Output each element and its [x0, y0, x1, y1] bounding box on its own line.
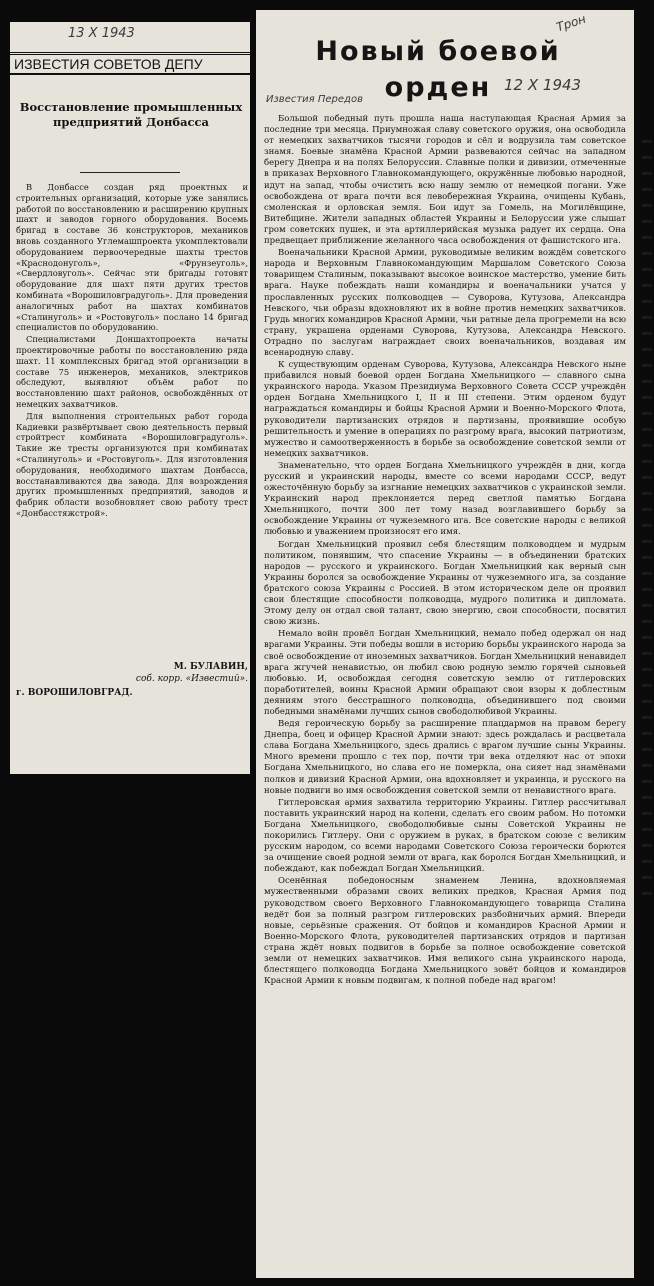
- paragraph: Богдан Хмельницкий проявил себя блестящим полководцем и мудрым политиком, понявшим, что спасение Украины — в объединении братских народов — русского и украинского. Богдан Хмельницкий как верный сын Украины боролся за освобождение Украины от чужеземного ига, за создание братского союза Украины с Россией. В этом историческом деле он проявил свои блестящие способности полководца, мудрого политика и дипломата. Этому делу он отдал свой талант, свою энергию, свои способности, посвятил свою жизнь.: [264, 539, 626, 628]
- paragraph: Гитлеровская армия захватила территорию Украины. Гитлер рассчитывал поставить украинский народ на колени, сделать его своим рабом. Но потомки Богдана Хмельницкого, свободолюбивые сыны Советской Украины не покорились Гитлеру. Они с оружием в руках, в братском союзе с великим русским народом, со всеми народами Советского Союза героически борются за очищение своей родной земли от врага, как боролся Богдан Хмельницкий, и побеждают, как побеждал Богдан Хмельницкий.: [264, 797, 626, 875]
- left-clipping: [10, 22, 250, 774]
- paragraph: Специалистами Доншахтопроекта начаты проектировочные работы по восстановлению ряда шахт. 11 комплексных бригад этой организации в составе 75 инженеров, механиков, электриков обследуют, выявляют объём работ по восстановлению шахт районов, освобождённых от немецких захватчиков.: [16, 334, 248, 409]
- adjacent-column-edge: [642, 140, 652, 900]
- newspaper-masthead: ИЗВЕСТИЯ СОВЕТОВ ДЕПУ: [10, 52, 250, 75]
- divider: [80, 172, 180, 173]
- paragraph: Осенённая победоносным знаменем Ленина, вдохновляемая мужественными образами своих великих предков, Красная Армия под руководством своего Верховного Главнокомандующего товарища Сталина ведёт бои за полный разгром гитлеровских разбойничьих армий. Впереди новые, серьёзные сражения. От бойцов и командиров Красной Армии и Военно-Морского Флота, руководителей партизанских отрядов и партизан страна ждёт новых подвигов в борьбе за полное освобождение советской земли от немецких захватчиков. Имя великого сына украинского народа, блестящего полководца Богдана Хмельницкого зовёт бойцов и командиров Красной Армии к новым подвигам, к полной победе над врагом!: [264, 876, 626, 987]
- right-clipping: [256, 10, 634, 1278]
- author-name: М. БУЛАВИН,: [173, 662, 248, 672]
- left-article-body: [16, 182, 248, 520]
- paragraph: В Донбассе создан ряд проектных и строительных организаций, которые уже занялись работой по восстановлению и расширению крупных шахт и заводов горного оборудования. Восемь бригад в составе 36 конструкторов, механиков вновь созданного Углемашпроекта укомплектовали оборудованием первоочередные шахты трестов «Краснодонуголь», «Фрунзеуголь», «Свердловуголь». Сейчас эти бригады готовят оборудование для шахт пяти других трестов комбината «Ворошиловградуголь». Для проведения аналогичных работ на шахтах комбинатов «Сталинуголь» и «Ростовуголь» послано 14 бригад специалистов по оборудованию.: [16, 182, 248, 333]
- paragraph: Ведя героическую борьбу за расширение плацдармов на правом берегу Днепра, боец и офицер Красной Армии знают: здесь рождалась и расцветала слава Богдана Хмельницкого, здесь дрались с врагом лучшие сыны Украины. Много времени прошло с тех пор, почти три века отделяют нас от эпохи Богдана Хмельницкого, но слава его не померкла, она сияет над знамёнами полков и дивизий Красной Армии, она вдохновляет и украинца, и русского на новые подвиги во имя освобождения советской земли от ненавистного врага.: [264, 719, 626, 796]
- handwritten-source-note: Известия Передов: [266, 94, 363, 105]
- paragraph: Военачальники Красной Армии, руководимые великим вождём советского народа и Верховным Главнокомандующим Маршалом Советского Союза товарищем Сталиным, показывают высокое воинское мастерство, умение бить врага. Науке побеждать наши командиры и военачальники учатся у прославленных русских полководцев — Суворова, Кутузова, Александра Невского, чьи образы вдохновляют их в войне против немецких захватчиков. Грудь многих командиров Красной Армии, чьи ратные дела прогремели на всю страну, украшена орденами Суворова, Кутузова, Александра Невского. Отрадно по заслугам награждает своих военачальников, воздавая им всенародную славу.: [264, 248, 626, 358]
- handwritten-date-left: 13 X 1943: [68, 26, 135, 41]
- dateline: г. ВОРОШИЛОВГРАД.: [16, 688, 133, 698]
- left-article-title: Восстановление промышленных предприятий Донбасса: [19, 100, 243, 129]
- paragraph: Для выполнения строительных работ города Кадиевки развёртывает свою деятельность первый стройтрест комбината «Ворошиловградуголь». Такие же тресты организуются при комбинатах «Сталинуголь» и «Ростовуголь». Для изготовления оборудования, необходимого шахтам Донбасса, восстанавливаются два завода. Для возрождения других промышленных предприятий, заводов и фабрик области возобновляет свою работу трест «Донбасстяжстрой».: [16, 410, 248, 518]
- paragraph: К существующим орденам Суворова, Кутузова, Александра Невского ныне прибавился новый боевой орден Богдана Хмельницкого — славного сына украинского народа. Указом Президиума Верховного Совета СССР учреждён орден Богдана Хмельницкого I, II и III степени. Этим орденом будут награждаться командиры и бойцы Красной Армии и Военно-Морского Флота, руководители партизанских отрядов и партизаны, проявившие особую решительность и умение в операциях по разгрому врага, высокий патриотизм, мужество и самоотверженность в борьбе за освобождение советской земли от немецких захватчиков.: [264, 360, 626, 459]
- article-body: [264, 114, 626, 988]
- paragraph: Немало войн провёл Богдан Хмельницкий, немало побед одержал он над врагами Украины. Эти победы вошли в историю борьбы украинского народа за своё освобождение от иноземных захватчиков. Богдан Хмельницкий ненавидел врага жгучей ненавистью, он любил свою родную землю горячей сыновьей любовью. И, освобождая сегодня советскую землю от гитлеровских поработителей, воины Красной Армии обращают свои взоры к доблестным деяниям этого бесстрашного полководца, объединившего под своими победными знамёнами лучших сынов свободолюбивой Украины.: [264, 629, 626, 717]
- paragraph: Знаменательно, что орден Богдана Хмельницкого учреждён в дни, когда русский и украинский народы, вместе со всеми народами СССР, ведут ожесточённую борьбу за изгнание немецких захватчиков с украинской земли. Украинский народ преклоняется перед светлой памятью Богдана Хмельницкого, почти 300 лет тому назад возглавившего борьбу за освобождение Украины от чужеземного ига. Все советские народы с великой любовью и уважением произносят его имя.: [264, 460, 626, 538]
- handwritten-date-right: 12 X 1943: [504, 76, 582, 94]
- paragraph: Большой победный путь прошла наша наступающая Красная Армия за последние три месяца. Приумножая славу советского оружия, она освободила от немецких захватчиков тысячи городов и сёл и водрузила там советское знамя. Боевые знамёна Красной Армии развеваются сейчас на западном берегу Днепра и на полях Белоруссии. Славные полки и дивизии, отмеченные в приказах Верховного Главнокомандующего, окружённые любовью народной, идут на запад, чтобы очистить всю нашу землю от немецкой погани. Уже освобождена от врага почти вся левобережная Украина, очищены Кубань, смоленская и орловская земля. Бои идут за Гомель, на Могилёвщине, Витебщине. Жители западных областей Украины и Белоруссии уже слышат гром советских пушек, и эта артиллерийская музыка радует их сердца. Она предвещает приближение желанного часа освобождения от фашистского ига.: [264, 114, 626, 247]
- author-role: соб. корр. «Известий».: [135, 674, 248, 684]
- title-line-2: орден: [384, 72, 492, 103]
- handwritten-note-top: Трон: [554, 11, 588, 35]
- title-line-1: Новый боевой: [315, 36, 561, 67]
